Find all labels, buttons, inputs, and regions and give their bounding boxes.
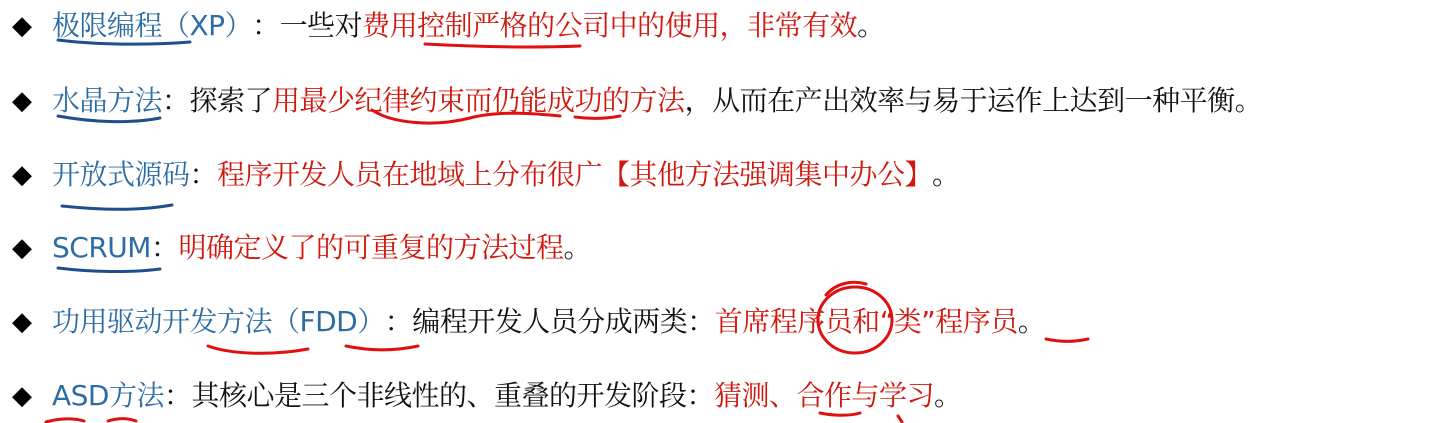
description-highlight: 明确定义了的可重复的方法过程: [178, 231, 564, 264]
description-plain: 一些对: [279, 9, 363, 42]
description-end: 。: [934, 379, 962, 412]
description-end: 。: [857, 9, 885, 42]
ink-mark-tick: [898, 416, 902, 422]
black-diamond-icon: ◆: [12, 307, 32, 337]
black-diamond-icon: ◆: [12, 233, 32, 263]
term-fdd: 功用驱动开发方法（FDD）: [52, 305, 385, 338]
ink-underline-open-source: [62, 205, 172, 209]
separator: ：: [150, 231, 179, 264]
description-highlight: 猜测、合作与学习: [714, 379, 935, 412]
description-highlight: 用最少纪律约束而仍能成功的方法: [272, 84, 685, 117]
ink-underline-fdd-development: [208, 346, 308, 353]
ink-mark-asd: [46, 419, 84, 422]
separator: ：: [252, 9, 280, 42]
ink-mark-asd-2: [108, 419, 136, 421]
term-scrum: SCRUM: [52, 231, 151, 264]
separator: ：: [189, 158, 218, 191]
list-item-xp: [12, 6, 885, 46]
black-diamond-icon: ◆: [12, 160, 32, 190]
term-open-source: 开放式源码: [52, 158, 190, 191]
description-highlight: 首席程序员和“类”程序员: [714, 305, 1018, 338]
ink-underline-class: [1046, 339, 1088, 341]
term-asd: ASD方法: [52, 379, 164, 412]
description-plain: 探索了: [189, 84, 273, 117]
description-end: 。: [1017, 305, 1046, 338]
separator: ：: [384, 305, 413, 338]
description-end: 。: [563, 231, 591, 264]
list-item-fdd: [12, 302, 1045, 342]
separator: ：: [164, 379, 192, 412]
description-plain: 其核心是三个非线性的、重叠的开发阶段：: [191, 379, 715, 412]
list-item-asd: [12, 376, 962, 416]
black-diamond-icon: ◆: [12, 381, 32, 411]
black-diamond-icon: ◆: [12, 11, 32, 41]
ink-underline-fdd-abbr: [346, 346, 418, 350]
description-highlight: 费用控制严格的公司中的使用，非常有效: [362, 9, 858, 42]
list-item-crystal: [12, 81, 1262, 121]
description-end: 。: [932, 158, 960, 191]
ink-circle-chief-tail: [826, 282, 866, 295]
term-crystal: 水晶方法: [52, 84, 163, 117]
description-end: ，从而在产出效率与易于运作上达到一种平衡。: [684, 84, 1263, 117]
ink-underline-scrum: [58, 268, 160, 272]
list-item-open-source: [12, 155, 960, 195]
list-item-scrum: [12, 228, 591, 268]
black-diamond-icon: ◆: [12, 86, 32, 116]
term-xp: 极限编程（XP）: [52, 9, 253, 42]
description-highlight: 程序开发人员在地域上分布很广【其他方法强调集中办公】: [217, 158, 933, 191]
separator: ：: [162, 84, 190, 117]
description-plain: 编程开发人员分成两类：: [412, 305, 715, 338]
